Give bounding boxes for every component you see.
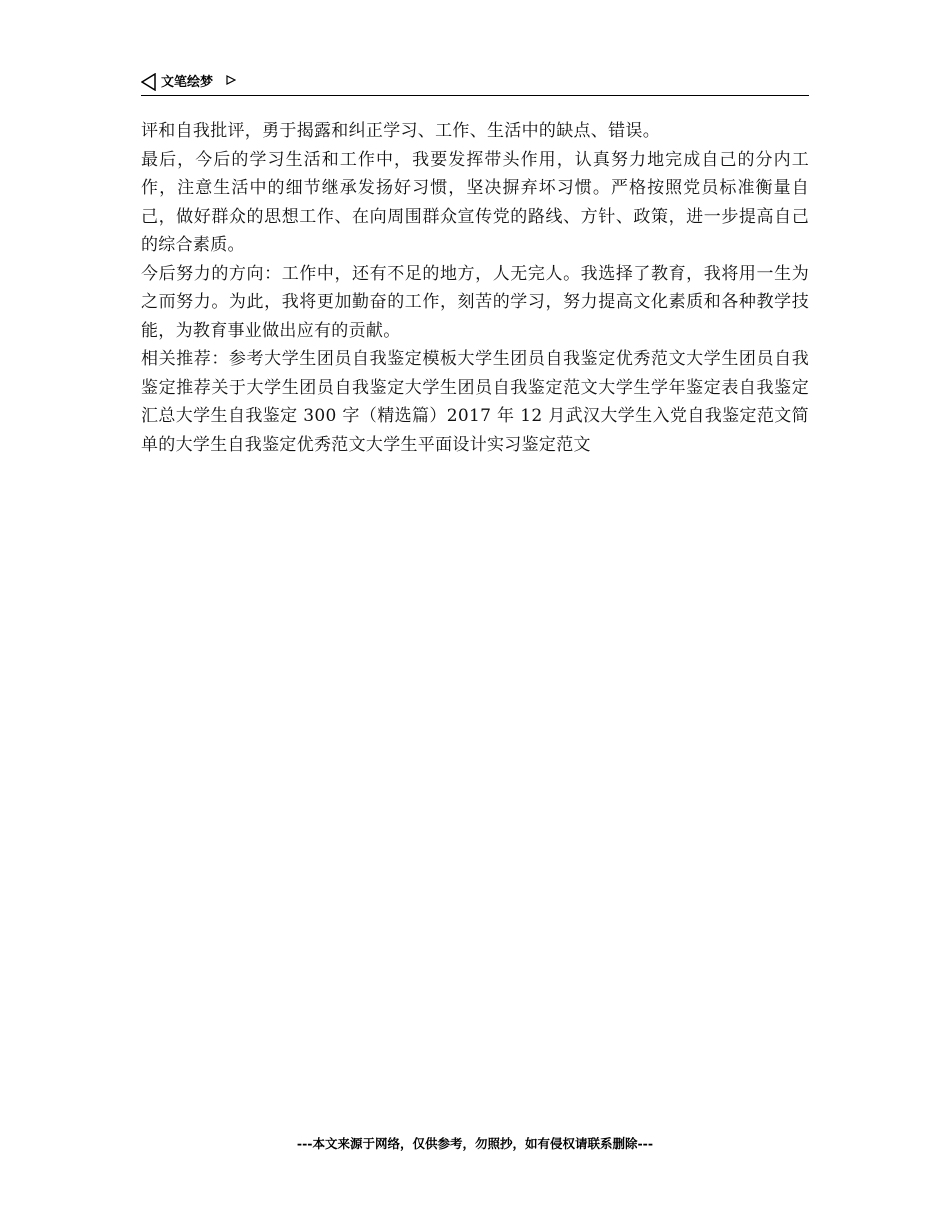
- triangle-right-icon: [226, 75, 236, 85]
- paragraph: 相关推荐：参考大学生团员自我鉴定模板大学生团员自我鉴定优秀范文大学生团员自我鉴定推荐关于大学生团员自我鉴定大学生团员自我鉴定范文大学生学年鉴定表自我鉴定汇总大学生自我鉴定 300 字（精选篇）2017 年 12 月武汉大学生入党自我鉴定范文简单的大学生自我鉴定优秀范文大学生平面设计实习鉴定范文: [141, 349, 809, 455]
- page-footer: ---本文来源于网络，仅供参考，勿照抄，如有侵权请联系删除---: [296, 1136, 654, 1151]
- paragraph: 评和自我批评，勇于揭露和纠正学习、工作、生活中的缺点、错误。: [141, 121, 660, 141]
- paragraph: 今后努力的方向：工作中，还有不足的地方，人无完人。我选择了教育，我将用一生为之而努力。为此，我将更加勤奋的工作，刻苦的学习，努力提高文化素质和各种教学技能，为教育事业做出应有的贡献。: [141, 263, 809, 341]
- paragraph: 最后，今后的学习生活和工作中，我要发挥带头作用，认真努力地完成自己的分内工作，注意生活中的细节继承发扬好习惯，坚决摒弃坏习惯。严格按照党员标准衡量自己，做好群众的思想工作、在向周围群众宣传党的路线、方针、政策，进一步提高自己的综合素质。: [141, 149, 809, 255]
- header-title: 文笔绘梦: [161, 75, 214, 90]
- triangle-left-icon: [141, 73, 157, 91]
- page-header: [141, 72, 809, 96]
- document-body: [141, 117, 809, 459]
